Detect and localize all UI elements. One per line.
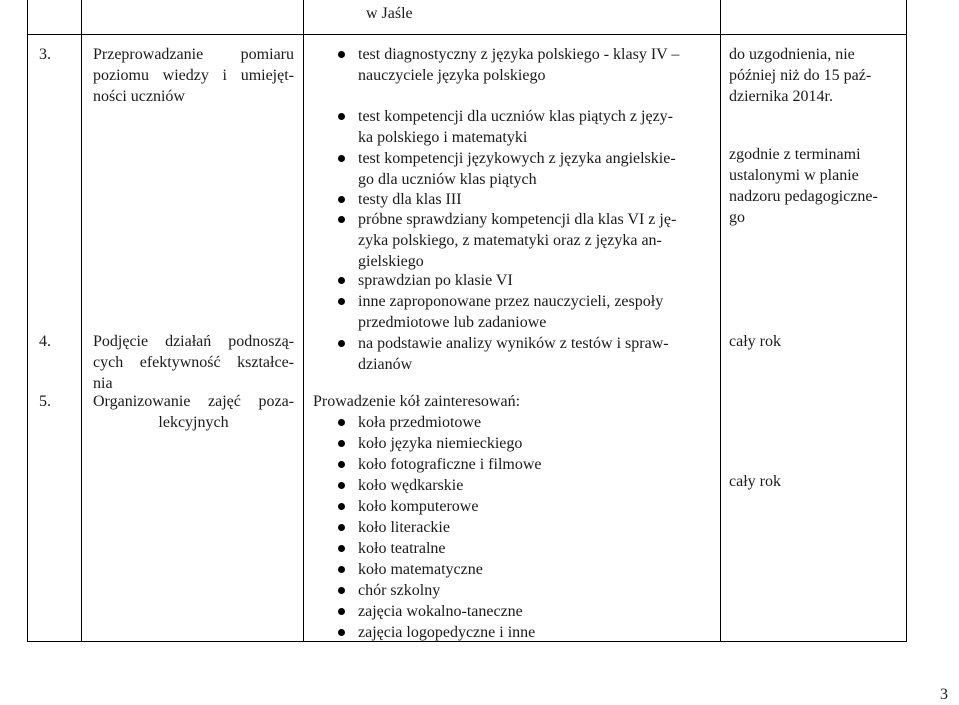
bullet-icon — [338, 566, 345, 573]
bullet-icon — [338, 340, 345, 347]
bullet-icon — [338, 608, 345, 615]
table-border-left — [27, 0, 28, 642]
bullet-icon — [338, 51, 345, 58]
bullet-icon — [338, 419, 345, 426]
activity-text: Podjęcie działań podnoszą- cych efektywność kształce- nia — [93, 333, 294, 392]
section-heading: Prowadzenie kół zainteresowań: — [313, 393, 521, 410]
column-divider-2 — [303, 0, 304, 642]
bullet-icon — [338, 524, 345, 531]
bullet-icon — [338, 587, 345, 594]
bullet-icon — [338, 277, 345, 284]
bullet-icon — [338, 298, 345, 305]
bullet-icon — [338, 503, 345, 510]
deadline-text: zgodnie z terminami ustalonymi w planie nadzoru pedagogiczne- go — [729, 146, 878, 226]
bullet-icon — [338, 545, 345, 552]
bullet-icon — [338, 216, 345, 223]
row-number: 3. — [39, 46, 51, 63]
column-divider-3 — [720, 0, 721, 642]
row-separator — [27, 34, 907, 35]
bullet-icon — [338, 113, 345, 120]
bullet-icon — [338, 440, 345, 447]
column-divider-1 — [81, 0, 82, 642]
table-border-right — [906, 0, 907, 642]
activity-text: Organizowanie zajęć poza- lekcyjnych — [93, 393, 294, 431]
row-number: 4. — [39, 333, 51, 350]
deadline-text: cały rok — [729, 333, 781, 350]
bullet-icon — [338, 461, 345, 468]
bullet-icon — [338, 196, 345, 203]
location-fragment: w Jaśle — [366, 5, 413, 22]
bullet-icon — [338, 482, 345, 489]
activity-text: Przeprowadzanie pomiaru poziomu wiedzy i umiejęt- ności uczniów — [93, 46, 294, 105]
bullet-icon — [338, 629, 345, 636]
deadline-text: do uzgodnienia, nie później niż do 15 paź- dziernika 2014r. — [729, 46, 872, 105]
bullet-icon — [338, 155, 345, 162]
deadline-text: cały rok — [729, 473, 781, 490]
page-number: 3 — [940, 686, 948, 703]
row-number: 5. — [39, 393, 51, 410]
